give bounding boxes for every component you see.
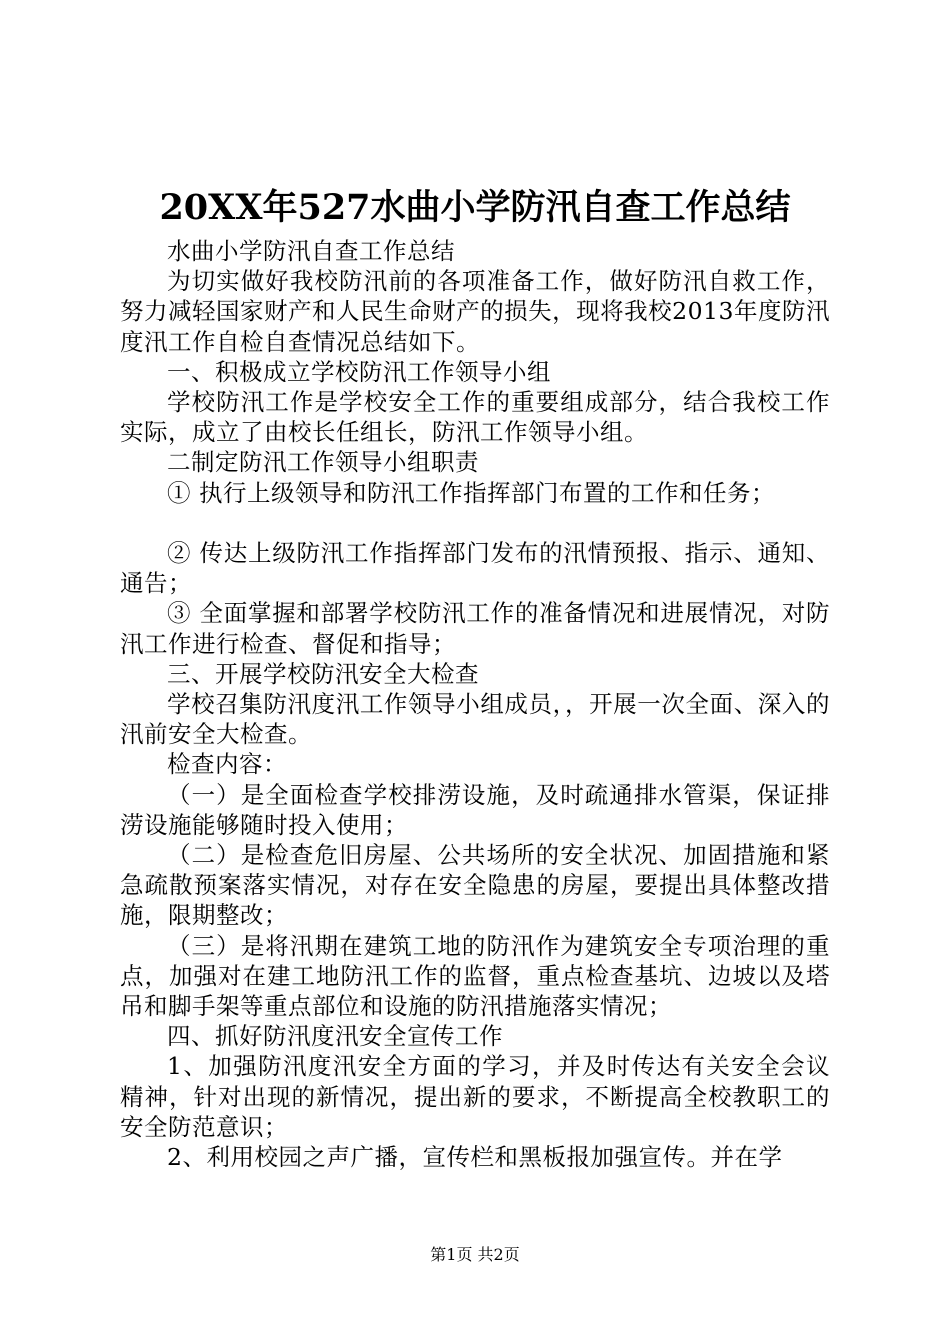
document-title: 20XX年527水曲小学防汛自查工作总结 [159, 187, 791, 228]
section-heading: 一、积极成立学校防汛工作领导小组 [167, 357, 551, 386]
section-heading: 三、开展学校防汛安全大检查 [167, 659, 479, 688]
list-item: 1、加强防汛度汛安全方面的学习，并及时传达有关安全会议精神，针对出现的新情况，提出新的要求，不断提高全校教职工的安全防范意识； [120, 1052, 830, 1141]
list-item: ① 执行上级领导和防汛工作指挥部门布置的工作和任务； [167, 478, 775, 507]
list-item: ② 传达上级防汛工作指挥部门发布的汛情预报、指示、通知、通告； [120, 539, 830, 598]
list-item: （三）是将汛期在建筑工地的防汛作为建筑安全专项治理的重点，加强对在建工地防汛工作的监督，重点检查基坑、边坡以及塔吊和脚手架等重点部位和设施的防汛措施落实情况； [120, 931, 830, 1021]
section-heading: 四、抓好防汛度汛安全宣传工作 [167, 1022, 503, 1051]
blank-line [120, 508, 830, 538]
list-item: ③ 全面掌握和部署学校防汛工作的准备情况和进展情况，对防汛工作进行检查、督促和指导； [120, 599, 830, 658]
document-body [120, 236, 830, 1172]
list-item: （二）是检查危旧房屋、公共场所的安全状况、加固措施和紧急疏散预案落实情况，对存在安全隐患的房屋，要提出具体整改措施，限期整改； [120, 841, 830, 930]
section-heading: 二制定防汛工作领导小组职责 [167, 448, 479, 477]
paragraph: 检查内容： [167, 750, 287, 779]
page-footer: 第1页 共2页 [430, 1245, 520, 1264]
paragraph: 学校召集防汛度汛工作领导小组成员，，开展一次全面、深入的汛前安全大检查。 [120, 690, 830, 749]
paragraph: 为切实做好我校防汛前的各项准备工作，做好防汛自救工作，努力减轻国家财产和人民生命财产的损失，现将我校2013年度防汛度汛工作自检自查情况总结如下。 [120, 267, 830, 356]
list-item: 2、利用校园之声广播，宣传栏和黑板报加强宣传。并在学 [167, 1143, 783, 1172]
paragraph: 学校防汛工作是学校安全工作的重要组成部分，结合我校工作实际，成立了由校长任组长，防汛工作领导小组。 [120, 388, 830, 447]
list-item: （一）是全面检查学校排涝设施，及时疏通排水管渠，保证排涝设施能够随时投入使用； [120, 780, 830, 839]
paragraph: 水曲小学防汛自查工作总结 [167, 237, 455, 265]
